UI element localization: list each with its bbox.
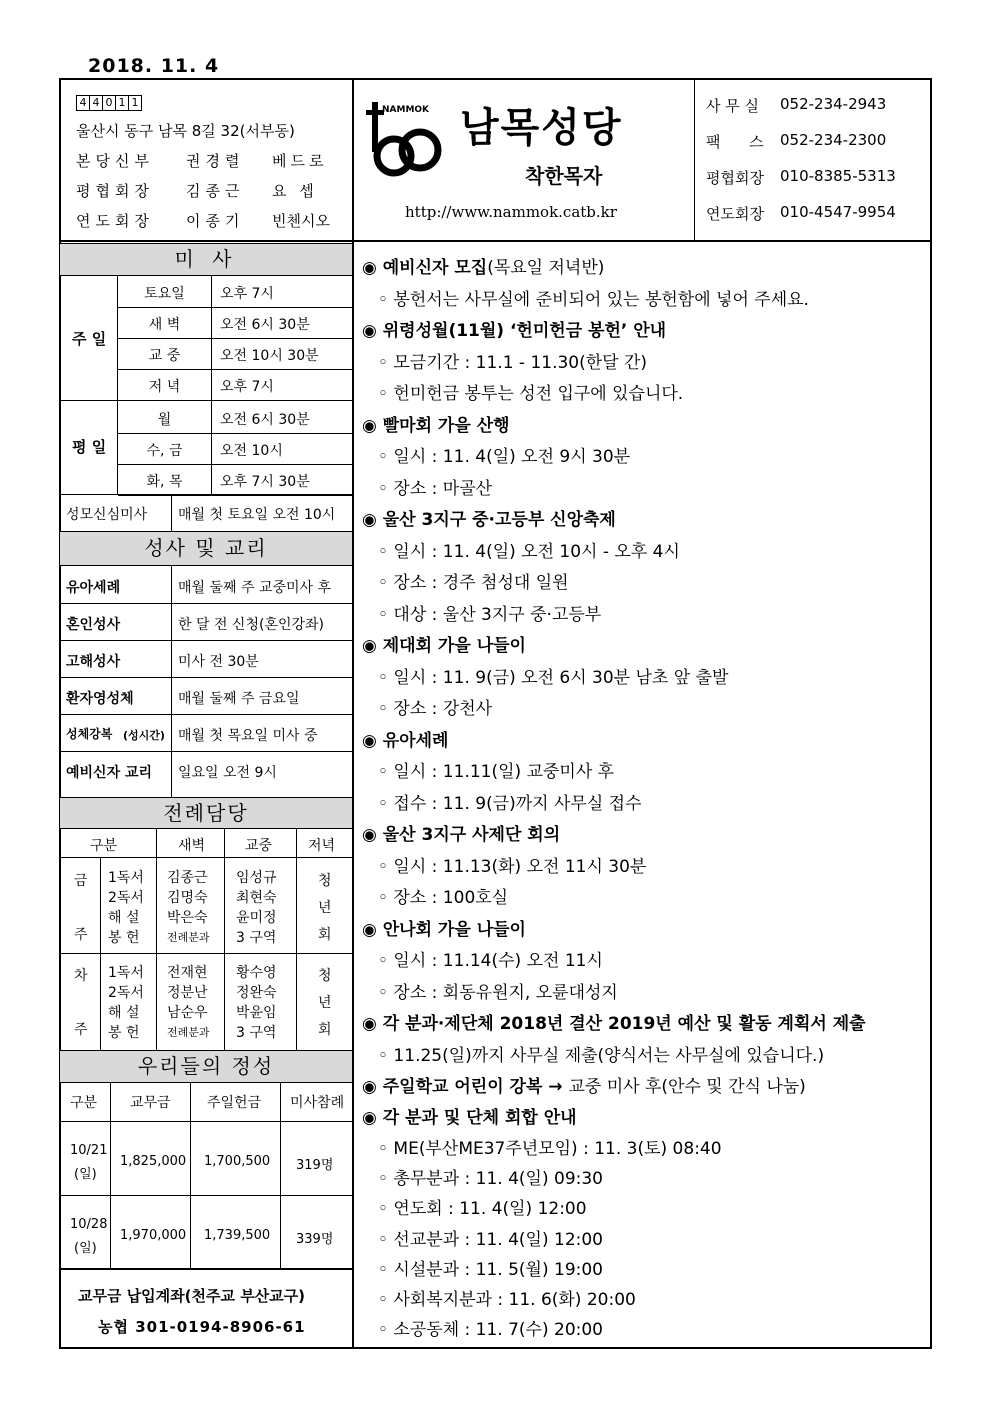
liturgy-role: 해 설 xyxy=(108,1005,140,1021)
notice-item: ◦ 시설분과 : 11. 5(월) 19:00 xyxy=(378,1260,603,1280)
rule-line xyxy=(60,1121,352,1122)
rule-line xyxy=(171,494,172,531)
mass-time: 오전 6시 30분 xyxy=(220,317,310,333)
notice-title-text: ◉ 유아세례 xyxy=(362,731,449,751)
notice-item: ◦ 대상 : 울산 3지구 중·고등부 xyxy=(378,605,602,625)
mass-day: 교 중 xyxy=(148,348,181,364)
rule-line xyxy=(110,1083,111,1269)
offering-date: 10/28 xyxy=(70,1217,108,1232)
mass-time: 오후 7시 30분 xyxy=(220,474,310,490)
liturgy-main-name: 3 구역 xyxy=(236,930,277,946)
mass-time: 오후 7시 xyxy=(220,286,274,302)
notice-item: ◦ 총무분과 : 11. 4(일) 09:30 xyxy=(378,1169,603,1189)
rule-line xyxy=(60,640,352,641)
contact-divider xyxy=(694,78,695,240)
liturgy-main-name: 최현숙 xyxy=(236,890,277,906)
liturgy-dawn-name: 남순우 xyxy=(167,1005,208,1021)
liturgy-dawn-name: 전재현 xyxy=(167,965,208,981)
staff-name: 이종기 xyxy=(186,212,245,230)
staff-baptismal-name: 요 셉 xyxy=(272,182,318,200)
notice-title xyxy=(362,1009,866,1034)
liturgy-evening-group: 회 xyxy=(318,927,332,943)
sacrament-label: 고해성사 xyxy=(66,654,121,670)
rule-line xyxy=(60,714,352,715)
liturgy-title: 전례담당 xyxy=(60,797,352,829)
offering-header: 구분 xyxy=(70,1095,98,1111)
notice-title-text: ◉ 울산 3지구 사제단 회의 xyxy=(362,825,561,845)
rule-line xyxy=(171,566,172,797)
notice-title-text: ◉ 제대회 가을 나들이 xyxy=(362,636,526,656)
liturgy-evening-group: 청 xyxy=(318,968,332,984)
special-mass-time: 매월 첫 토요일 오전 10시 xyxy=(178,507,336,523)
notice-item: ◦ 장소 : 회동유원지, 오륜대성지 xyxy=(378,983,618,1003)
liturgy-evening-group: 년 xyxy=(318,900,332,916)
notice-item: ◦ 소공동체 : 11. 7(수) 20:00 xyxy=(378,1320,603,1340)
notice-item: ◦ 봉헌서는 사무실에 준비되어 있는 봉헌함에 넣어 주세요. xyxy=(378,290,809,310)
rule-line xyxy=(190,1083,191,1269)
liturgy-main-name: 황수영 xyxy=(236,965,277,981)
postal-code xyxy=(76,92,141,111)
notice-title-note: (목요일 저녁반) xyxy=(487,258,605,278)
liturgy-dawn-name: 전례분과 xyxy=(167,1026,210,1039)
church-url[interactable]: http://www.nammok.catb.kr xyxy=(405,203,617,221)
offering-tithe: 1,970,000 xyxy=(120,1228,187,1243)
notice-title-text: ◉ 위령성월(11월) ‘헌미헌금 봉헌’ 안내 xyxy=(362,321,667,341)
liturgy-evening-group: 년 xyxy=(318,995,332,1011)
notice-item: ◦ 접수 : 11. 9(금)까지 사무실 접수 xyxy=(378,794,642,814)
contact-label: 사 무 실 xyxy=(706,97,760,115)
rule-line xyxy=(224,829,225,1050)
liturgy-role: 2독서 xyxy=(108,985,144,1001)
mass-day: 월 xyxy=(157,412,172,428)
rule-line xyxy=(118,464,352,465)
postal-digit: 4 xyxy=(76,95,90,111)
rule-line xyxy=(60,1195,352,1196)
sacrament-label: 예비신자 교리 xyxy=(66,765,153,781)
notice-item: ◦ 일시 : 11. 9(금) 오전 6시 30분 남초 앞 출발 xyxy=(378,668,729,688)
rule-line xyxy=(60,400,352,401)
account-number: 농협 301-0194-8906-61 xyxy=(98,1318,306,1336)
mass-time: 오전 10시 30분 xyxy=(220,348,319,364)
notice-item: ◦ 일시 : 11.11(일) 교중미사 후 xyxy=(378,762,615,782)
liturgy-main-name: 임성규 xyxy=(236,870,277,886)
notice-title xyxy=(362,1072,806,1097)
offering-day: (일) xyxy=(74,1241,97,1256)
mass-day: 저 녁 xyxy=(148,379,181,395)
rule-line xyxy=(118,433,352,434)
liturgy-evening-group: 회 xyxy=(318,1022,332,1038)
sacrament-value: 미사 전 30분 xyxy=(178,654,259,670)
sunday-label: 주 일 xyxy=(72,330,107,348)
rule-line xyxy=(60,494,352,495)
contact-label: 평협회장 xyxy=(706,169,764,187)
staff-role: 연도회장 xyxy=(76,212,154,230)
special-mass-label: 성모신심미사 xyxy=(66,507,148,523)
notice-title-text: ◉ 예비신자 모집 xyxy=(362,258,488,278)
mass-title: 미 사 xyxy=(60,243,352,276)
liturgy-evening-group: 청 xyxy=(318,873,332,889)
notice-title xyxy=(362,820,560,845)
staff-baptismal-name: 베드로 xyxy=(272,152,328,170)
contact-value: 052-234-2943 xyxy=(780,95,887,113)
liturgy-dawn-name: 김명숙 xyxy=(167,890,208,906)
liturgy-header: 저녁 xyxy=(308,838,336,854)
notice-item: ◦ 장소 : 강천사 xyxy=(378,699,493,719)
liturgy-role: 1독서 xyxy=(108,965,144,981)
rule-line xyxy=(280,1083,281,1269)
mass-day: 수, 금 xyxy=(146,443,183,459)
sacrament-value: 일요일 오전 9시 xyxy=(178,765,277,781)
notice-title xyxy=(362,316,666,341)
offering-header: 미사참례 xyxy=(290,1095,345,1111)
notice-item: ◦ 연도회 : 11. 4(일) 12:00 xyxy=(378,1199,587,1219)
liturgy-main-name: 정완숙 xyxy=(236,985,277,1001)
rule-line xyxy=(60,953,352,954)
weekday-label: 평 일 xyxy=(72,438,107,456)
mass-time: 오후 7시 xyxy=(220,379,274,395)
mass-day: 새 벽 xyxy=(148,317,181,333)
logo-text: NAMMOK xyxy=(382,105,430,115)
notice-item: ◦ 장소 : 경주 첨성대 일원 xyxy=(378,573,569,593)
rule-line xyxy=(118,338,352,339)
week-char: 금 xyxy=(74,873,88,889)
notice-title xyxy=(362,253,604,278)
notice-title-note: 교중 미사 후(안수 및 간식 나눔) xyxy=(568,1077,806,1097)
liturgy-header: 교중 xyxy=(245,838,273,854)
notice-title xyxy=(362,726,448,751)
liturgy-dawn-name: 박은숙 xyxy=(167,910,208,926)
liturgy-main-name: 박윤임 xyxy=(236,1005,277,1021)
staff-role: 본당신부 xyxy=(76,152,154,170)
sacrament-value: 한 달 전 신청(혼인강좌) xyxy=(178,617,324,633)
rule-line xyxy=(118,369,352,370)
week-char: 주 xyxy=(74,927,88,943)
sacrament-label: 유아세례 xyxy=(66,580,121,596)
contact-label: 팩 스 xyxy=(706,133,764,151)
offerings-title: 우리들의 정성 xyxy=(60,1050,352,1083)
notice-title xyxy=(362,1103,577,1128)
church-logo xyxy=(364,98,448,182)
bulletin-date: 2018. 11. 4 xyxy=(88,55,220,77)
rule-line xyxy=(60,677,352,678)
offering-sunday: 1,700,500 xyxy=(204,1154,271,1169)
staff-name: 권경렬 xyxy=(186,152,245,170)
liturgy-role: 1독서 xyxy=(108,870,144,886)
postal-digit: 4 xyxy=(89,95,103,111)
contact-label: 연도회장 xyxy=(706,205,764,223)
sacrament-label: 혼인성사 xyxy=(66,617,121,633)
rule-line xyxy=(117,276,118,494)
notice-title-text: ◉ 울산 3지구 중·고등부 신앙축제 xyxy=(362,510,616,530)
postal-digit: 1 xyxy=(115,95,129,111)
notice-title-text: ◉ 각 분과·제단체 2018년 결산 2019년 예산 및 활동 계획서 제출 xyxy=(362,1014,866,1034)
week-char: 주 xyxy=(74,1022,88,1038)
rule-line xyxy=(156,829,157,1050)
sacrament-label: 환자영성체 xyxy=(66,691,134,707)
postal-digit: 1 xyxy=(128,95,142,111)
column-divider xyxy=(352,78,354,1349)
mass-day: 화, 목 xyxy=(146,474,183,490)
liturgy-dawn-name: 정분난 xyxy=(167,985,208,1001)
sacrament-label: 성체강복 xyxy=(66,727,113,741)
mass-time: 오전 10시 xyxy=(220,443,283,459)
notice-title xyxy=(362,505,616,530)
notice-item: ◦ ME(부산ME37주년모임) : 11. 3(토) 08:40 xyxy=(378,1139,722,1159)
offering-tithe: 1,825,000 xyxy=(120,1154,187,1169)
mass-day: 토요일 xyxy=(144,286,185,302)
staff-role: 평협회장 xyxy=(76,182,154,200)
rule-line xyxy=(211,276,212,494)
notice-item: ◦ 사회복지분과 : 11. 6(화) 20:00 xyxy=(378,1290,636,1310)
offering-date: 10/21 xyxy=(70,1143,108,1158)
contact-value: 052-234-2300 xyxy=(780,131,887,149)
liturgy-role: 봉 헌 xyxy=(108,930,140,946)
rule-line xyxy=(60,857,352,858)
notice-item: ◦ 선교분과 : 11. 4(일) 12:00 xyxy=(378,1230,603,1250)
contact-value: 010-8385-5313 xyxy=(780,167,896,185)
offering-attendance: 319명 xyxy=(296,1158,334,1173)
account-title: 교무금 납입계좌(천주교 부산교구) xyxy=(78,1287,306,1305)
notice-title-text: ◉ 빨마회 가을 산행 xyxy=(362,416,510,436)
postal-digit: 0 xyxy=(102,95,116,111)
notice-title-text: ◉ 안나회 가을 나들이 xyxy=(362,920,526,940)
offering-sunday: 1,739,500 xyxy=(204,1228,271,1243)
liturgy-header: 구분 xyxy=(90,838,118,854)
liturgy-main-name: 3 구역 xyxy=(236,1025,277,1041)
rule-line xyxy=(118,495,352,496)
header-divider xyxy=(59,240,932,242)
offering-header: 주일헌금 xyxy=(207,1095,262,1111)
rule-line xyxy=(60,603,352,604)
church-name: 남목성당 xyxy=(460,105,623,151)
rule-line xyxy=(296,829,297,1050)
rule-line xyxy=(60,1268,352,1269)
sacrament-value: 매월 첫 목요일 미사 중 xyxy=(178,728,318,744)
liturgy-header: 새벽 xyxy=(178,838,206,854)
staff-baptismal-name: 빈첸시오 xyxy=(272,212,330,230)
sacrament-value: 매월 둘째 주 금요일 xyxy=(178,691,300,707)
week-char: 차 xyxy=(74,968,88,984)
notice-item: ◦ 모금기간 : 11.1 - 11.30(한달 간) xyxy=(378,353,648,373)
notice-title-text: ◉ 각 분과 및 단체 회합 안내 xyxy=(362,1108,577,1128)
notice-item: ◦ 일시 : 11. 4(일) 오전 10시 - 오후 4시 xyxy=(378,542,680,562)
rule-line xyxy=(60,1269,352,1270)
offering-attendance: 339명 xyxy=(296,1232,334,1247)
staff-name: 김종근 xyxy=(186,182,245,200)
contact-value: 010-4547-9954 xyxy=(780,203,896,221)
sacrament-label-note: (성시간) xyxy=(123,729,165,742)
liturgy-role: 해 설 xyxy=(108,910,140,926)
rule-line xyxy=(118,307,352,308)
notice-item: ◦ 장소 : 마골산 xyxy=(378,479,493,499)
sacrament-value: 매월 둘째 주 교중미사 후 xyxy=(178,580,332,596)
notice-title xyxy=(362,411,510,436)
sacraments-title: 성사 및 교리 xyxy=(60,531,352,566)
notice-item: ◦ 장소 : 100호실 xyxy=(378,888,509,908)
liturgy-dawn-name: 김종근 xyxy=(167,870,208,886)
address: 울산시 동구 남목 8길 32(서부동) xyxy=(76,122,295,140)
offering-header: 교무금 xyxy=(130,1095,171,1111)
notice-title-text: ◉ 주일학교 어린이 강복 → xyxy=(362,1077,569,1097)
liturgy-role: 봉 헌 xyxy=(108,1025,140,1041)
notice-title xyxy=(362,915,526,940)
liturgy-dawn-name: 전례분과 xyxy=(167,931,210,944)
offering-day: (일) xyxy=(74,1167,97,1182)
notice-title xyxy=(362,631,526,656)
notice-item: ◦ 일시 : 11. 4(일) 오전 9시 30분 xyxy=(378,447,631,467)
notice-item: ◦ 일시 : 11.13(화) 오전 11시 30분 xyxy=(378,857,647,877)
notice-item: ◦ 일시 : 11.14(수) 오전 11시 xyxy=(378,951,603,971)
notice-item: ◦ 헌미헌금 봉투는 성전 입구에 있습니다. xyxy=(378,384,684,404)
notice-item: ◦ 11.25(일)까지 사무실 제출(양식서는 사무실에 있습니다.) xyxy=(378,1046,825,1066)
liturgy-main-name: 윤미정 xyxy=(236,910,277,926)
liturgy-role: 2독서 xyxy=(108,890,144,906)
church-subtitle: 착한목자 xyxy=(525,164,603,188)
rule-line xyxy=(60,751,352,752)
mass-time: 오전 6시 30분 xyxy=(220,412,310,428)
